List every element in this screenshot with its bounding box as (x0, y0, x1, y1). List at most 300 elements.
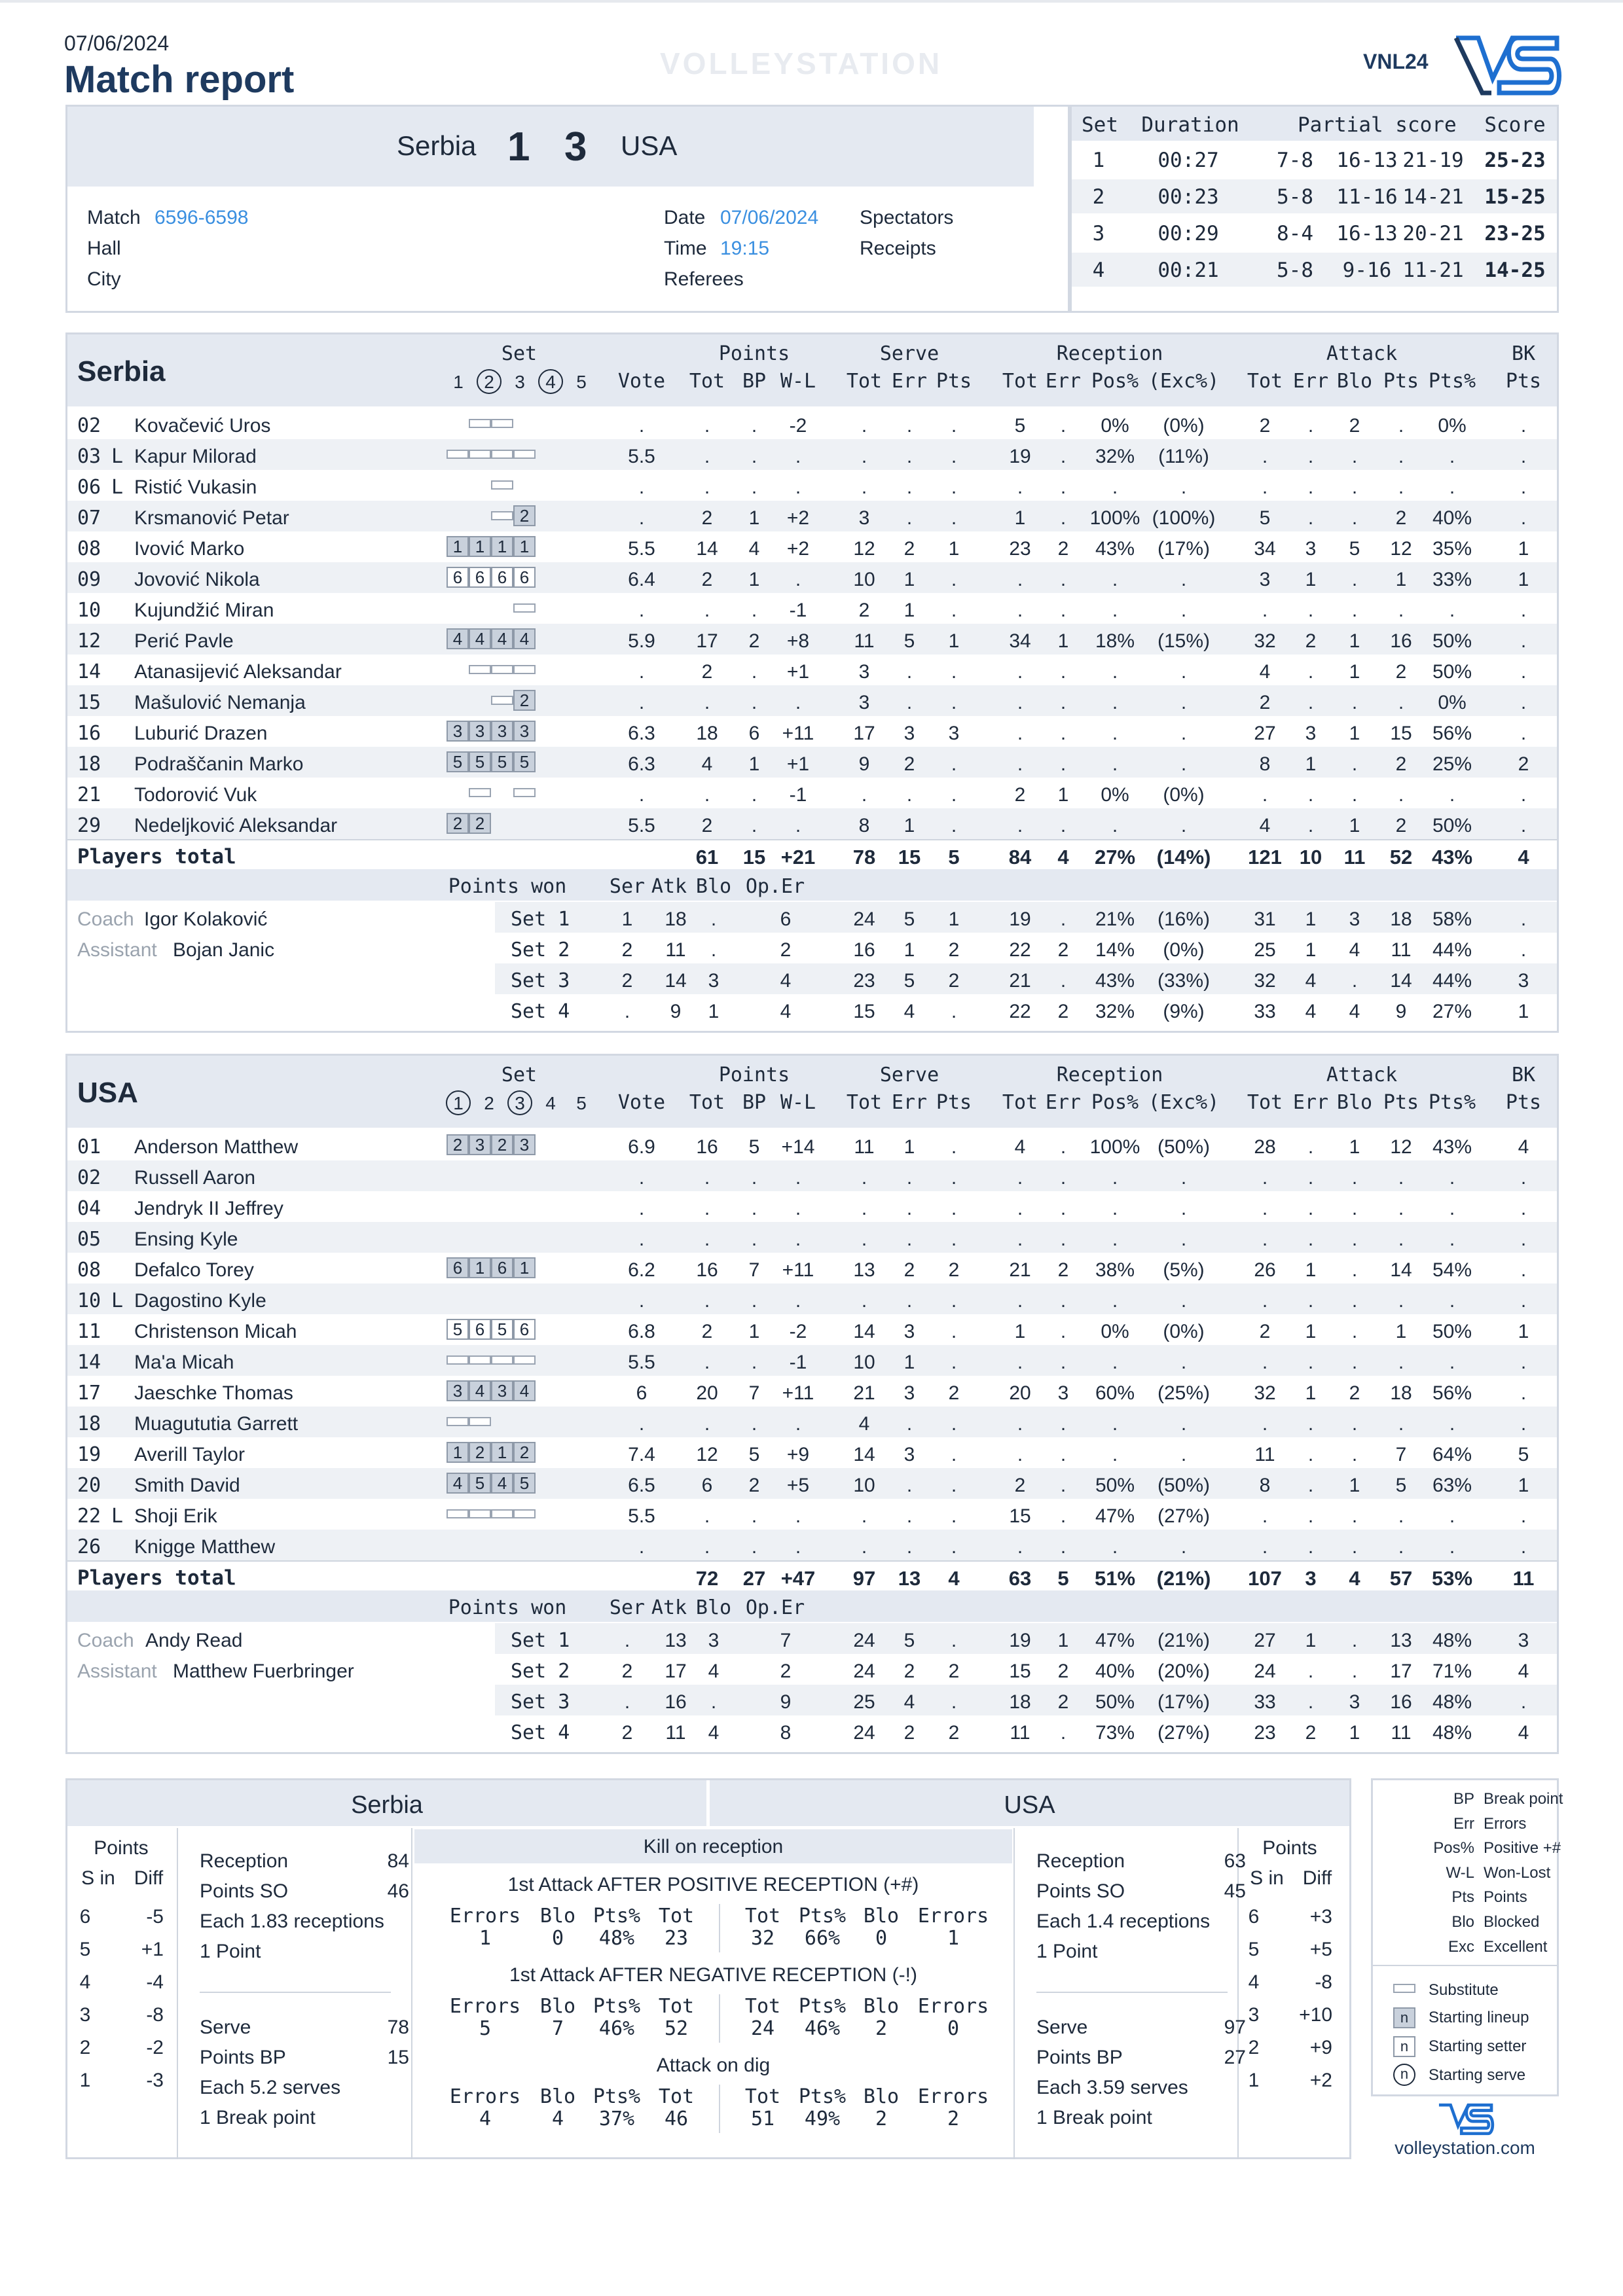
spectators-label: Spectators (860, 207, 954, 228)
starting-position-marker: 1 (513, 1257, 536, 1278)
away-sets-won: 3 (564, 124, 587, 170)
starting-position-marker: 1 (447, 536, 469, 557)
player-stat: . (1180, 1413, 1187, 1435)
player-stat: . (1112, 1536, 1118, 1558)
stat-col-header: Tot (846, 370, 883, 393)
set-label: Set 2 (511, 1660, 570, 1683)
player-stat: 20 (696, 1382, 718, 1404)
player-stat: . (1520, 1167, 1527, 1189)
set-points-won: 13 (665, 1630, 687, 1651)
player-stat: 10 (853, 569, 875, 590)
set-label: Set 3 (511, 1691, 570, 1713)
stat-col-header: Err (1292, 370, 1329, 393)
player-stat: . (951, 1229, 957, 1250)
player-stat: . (704, 1536, 710, 1558)
set-points-won: . (710, 1691, 717, 1713)
player-stat: 2 (1518, 753, 1529, 775)
player-stat: 19 (1009, 446, 1031, 467)
player-stat: . (1520, 1382, 1527, 1404)
set-stat: (9%) (1163, 1001, 1205, 1022)
set-stat: 5 (903, 1630, 915, 1651)
player-stat: . (1060, 1505, 1067, 1527)
player-stat: 18 (1390, 1382, 1412, 1404)
team-total: (21%) (1156, 1567, 1211, 1590)
player-stat: 8 (1259, 1475, 1271, 1496)
set-stat: 11 (1391, 939, 1412, 961)
player-stat: . (1060, 1475, 1067, 1496)
team-total: 11 (1512, 1567, 1535, 1590)
player-stat: . (1017, 1290, 1023, 1312)
player-stat: . (906, 661, 913, 683)
starting-position-marker: 4 (513, 628, 536, 649)
summary-stat-label: Points BP (200, 2047, 286, 2068)
player-name: Podraščanin Marko (134, 753, 304, 775)
player-stat: . (704, 1167, 710, 1189)
set-stat: . (1520, 939, 1527, 961)
player-stat: 50% (1095, 1475, 1135, 1496)
set-points-won: . (710, 908, 717, 930)
site-url[interactable]: volleystation.com (1395, 2138, 1535, 2158)
player-stat: . (1180, 692, 1187, 713)
starting-position-marker: 3 (513, 721, 536, 742)
set-stat: 14% (1095, 939, 1135, 961)
libero-marker: L (111, 476, 124, 499)
player-stat: +1 (786, 753, 810, 775)
player-stat: . (1112, 753, 1118, 775)
player-stat: 32% (1095, 446, 1135, 467)
set-stat: 44% (1432, 939, 1472, 961)
player-number: 08 (77, 537, 101, 560)
attack-block-title: Attack on dig (656, 2054, 771, 2076)
player-stat: . (1262, 1290, 1268, 1312)
stat-col-header: Tot (846, 1091, 883, 1114)
starting-position-marker: 6 (513, 567, 536, 588)
set-stat: 3 (1518, 1630, 1529, 1651)
summary-stat-label: Serve (1036, 2017, 1088, 2038)
team-total: +47 (780, 1567, 816, 1590)
player-stat: 2 (1395, 753, 1407, 775)
attack-value: 0 (875, 1927, 888, 1950)
set-points-won: 17 (665, 1660, 687, 1682)
assistant-name: Matthew Fuerbringer (173, 1660, 354, 1682)
stat-col-header: (Exc%) (1148, 370, 1220, 393)
player-stat: +8 (786, 630, 810, 652)
player-stat: . (951, 1505, 957, 1527)
player-stat: . (951, 1352, 957, 1373)
attack-col-header: Blo (863, 2085, 900, 2108)
set-stat: 4 (903, 1001, 915, 1022)
set-stat: . (1520, 1691, 1527, 1713)
player-stat: 35% (1432, 538, 1472, 560)
set-points-won: 3 (708, 1630, 720, 1651)
substitute-marker (447, 1417, 469, 1426)
player-stat: +11 (782, 1259, 814, 1281)
set-stat: 24 (853, 908, 875, 930)
player-stat: . (1351, 446, 1358, 467)
starting-position-marker: 6 (491, 1257, 513, 1278)
substitute-marker (469, 1509, 491, 1518)
stat-col-header: Pts (1505, 1091, 1542, 1114)
player-stat: . (704, 1352, 710, 1373)
starting-position-marker: 6 (469, 1319, 491, 1340)
player-stat: . (1351, 1321, 1358, 1342)
player-stat: . (1398, 692, 1404, 713)
player-vote: 5.5 (628, 1505, 655, 1527)
player-stat: . (1449, 1198, 1455, 1219)
player-stat: . (1449, 476, 1455, 498)
substitute-marker (447, 1509, 469, 1518)
team-name: Serbia (77, 355, 166, 387)
player-stat: 2 (948, 1382, 960, 1404)
player-number: 02 (77, 1166, 101, 1189)
summary-home-name: Serbia (351, 1791, 423, 1819)
player-stat: 8 (858, 815, 870, 836)
attack-col-header: Tot (744, 1905, 781, 1928)
player-stat: 1 (1305, 1321, 1317, 1342)
player-stat: . (951, 1536, 957, 1558)
starting-position-marker: 2 (447, 1134, 469, 1155)
player-stat: . (1520, 476, 1527, 498)
player-number: 04 (77, 1197, 101, 1220)
set-stat: 2 (903, 1660, 915, 1682)
player-stat: . (1017, 569, 1023, 590)
legend-symbol-label: Starting setter (1429, 2037, 1527, 2055)
sets-table-cell: 4 (1092, 259, 1105, 282)
player-stat: . (1351, 569, 1358, 590)
starting-position-marker: 6 (447, 1257, 469, 1278)
summary-each-text: Each 1.83 receptions (200, 1910, 384, 1932)
player-stat: (100%) (1152, 507, 1216, 529)
player-stat: . (1307, 1444, 1314, 1465)
referees-label: Referees (664, 268, 744, 290)
stat-col-header: W-L (780, 370, 816, 393)
player-stat: 1 (748, 507, 760, 529)
player-stat: 26 (1254, 1259, 1276, 1281)
attack-value: 48% (598, 1927, 635, 1950)
set-stat: 5 (903, 970, 915, 992)
player-stat: . (1112, 476, 1118, 498)
player-stat: . (704, 1413, 710, 1435)
sets-table-cell: 11-16 (1336, 185, 1398, 209)
set-stat: 27% (1432, 1001, 1472, 1022)
match-number: 6596-6598 (155, 207, 249, 228)
rotation-number: 3 (1248, 2004, 1260, 2026)
substitute-marker (469, 788, 491, 797)
player-stat: 14 (696, 538, 718, 560)
player-name: Jovović Nikola (134, 569, 260, 590)
player-stat: 5 (1349, 538, 1360, 560)
player-stat: . (906, 446, 913, 467)
player-stat: 2 (1014, 784, 1026, 806)
player-stat: . (1520, 446, 1527, 467)
player-stat: (0%) (1163, 1321, 1205, 1342)
set-stat: (20%) (1157, 1660, 1211, 1682)
player-vote: . (638, 692, 645, 713)
player-stat: 2 (1259, 415, 1271, 437)
attack-col-header: Blo (539, 1995, 576, 2018)
player-stat: . (1017, 476, 1023, 498)
player-stat: 3 (903, 1321, 915, 1342)
set-points-won: 7 (780, 1630, 792, 1651)
player-stat: . (1351, 753, 1358, 775)
attack-value: 0 (551, 1927, 564, 1950)
player-name: Kapur Milorad (134, 446, 257, 467)
team-total: 53% (1431, 1567, 1473, 1590)
set-stat: 32% (1095, 1001, 1135, 1022)
player-stat: 2 (1395, 815, 1407, 836)
rotation-number: 6 (79, 1906, 91, 1928)
player-stat: . (1060, 661, 1067, 683)
score-bar (67, 107, 1034, 187)
set-stat: (33%) (1157, 970, 1211, 992)
player-number: 20 (77, 1474, 101, 1497)
player-vote: 6.2 (628, 1259, 655, 1281)
player-stat: 14 (1390, 1259, 1412, 1281)
set-stat: 2 (1305, 1722, 1317, 1744)
substitute-marker (513, 1509, 536, 1518)
player-stat: 7 (748, 1259, 760, 1281)
player-number: 02 (77, 414, 101, 437)
set-points-won: . (710, 939, 717, 961)
player-stat: . (906, 1290, 913, 1312)
bk-header: BK (1511, 342, 1536, 365)
team-total: 15 (742, 846, 766, 869)
bk-header: BK (1511, 1064, 1536, 1086)
player-stat: . (1180, 1352, 1187, 1373)
set-number: 1 (453, 1093, 464, 1113)
sets-table-cell: 23-25 (1484, 222, 1546, 245)
set-stat: 9 (1395, 1001, 1407, 1022)
player-stat: . (704, 600, 710, 621)
player-number: 08 (77, 1259, 101, 1282)
set-stat: . (951, 1630, 957, 1651)
player-stat: . (906, 1167, 913, 1189)
player-name: Knigge Matthew (134, 1536, 276, 1558)
player-name: Ristić Vukasin (134, 476, 257, 498)
player-vote: 6.8 (628, 1321, 655, 1342)
player-stat: 1 (1305, 1259, 1317, 1281)
player-stat: . (1351, 1198, 1358, 1219)
assistant-label: Assistant (77, 939, 157, 961)
starting-position-marker: 3 (491, 721, 513, 742)
set-stat: 32 (1254, 970, 1276, 992)
player-stat: 56% (1432, 723, 1472, 744)
set-stat: . (1351, 970, 1358, 992)
set-stat: 2 (1057, 1691, 1069, 1713)
player-stat: . (1520, 600, 1527, 621)
player-stat: 10 (853, 1475, 875, 1496)
player-stat: . (861, 1229, 867, 1250)
player-stat: 40% (1432, 507, 1472, 529)
set-number: 4 (545, 372, 556, 392)
player-stat: 32 (1254, 630, 1276, 652)
legend-substitute-icon (1393, 1984, 1415, 1993)
stat-col-header: Pts (936, 370, 972, 393)
player-stat: 2 (1395, 507, 1407, 529)
set-stat: . (1351, 1660, 1358, 1682)
starting-position-marker: 1 (469, 1257, 491, 1278)
team-total: 4 (948, 1567, 960, 1590)
set-stat: 3 (1518, 970, 1529, 992)
rotation-number: 5 (79, 1939, 91, 1960)
player-stat: . (1180, 1167, 1187, 1189)
summary-each-text: Each 5.2 serves (200, 2077, 341, 2098)
attack-block-divider (719, 1904, 720, 1952)
player-stat: . (1060, 753, 1067, 775)
attack-value: 51 (750, 2108, 775, 2130)
set-stat: 1 (1305, 908, 1317, 930)
date-label: Date (664, 207, 706, 228)
set-points-won: 8 (780, 1722, 792, 1744)
player-stat: . (795, 569, 801, 590)
starting-position-marker: 2 (469, 1442, 491, 1463)
rotation-diff: -4 (146, 1971, 164, 1993)
player-stat: +11 (782, 1382, 814, 1404)
player-number: 22 (77, 1505, 101, 1528)
player-number: 26 (77, 1535, 101, 1558)
attack-col-header: Errors (917, 1995, 989, 2018)
player-stat: 3 (903, 1444, 915, 1465)
set-stat: 18 (1009, 1691, 1031, 1713)
player-stat: 56% (1432, 1382, 1472, 1404)
legend-starting-serve-icon: n (1393, 2064, 1415, 2086)
player-stat: 12 (1390, 538, 1412, 560)
set-stat: 48% (1432, 1691, 1472, 1713)
set-stat: 13 (1390, 1630, 1412, 1651)
set-stat: 48% (1432, 1630, 1472, 1651)
player-stat: . (1180, 815, 1187, 836)
set-header: Set (501, 1064, 538, 1086)
attack-value: 7 (551, 2017, 564, 2040)
set-stat: 1 (948, 908, 960, 930)
player-stat: . (1520, 507, 1527, 529)
player-name: Anderson Matthew (134, 1136, 299, 1158)
player-stat: 1 (748, 569, 760, 590)
starting-position-marker: 3 (491, 1380, 513, 1401)
starting-position-marker: 5 (491, 1319, 513, 1340)
coach-name: Andy Read (145, 1630, 243, 1651)
substitute-marker (469, 419, 491, 428)
set-stat: (27%) (1157, 1722, 1211, 1744)
player-stat: 43% (1432, 1136, 1472, 1158)
attack-block-title: 1st Attack AFTER POSITIVE RECEPTION (+#) (507, 1874, 919, 1895)
legend-abbr: Pts (1451, 1888, 1474, 1907)
substitute-marker (491, 665, 513, 674)
player-stat: . (1060, 476, 1067, 498)
player-stat: . (1060, 600, 1067, 621)
player-stat: . (1262, 1352, 1268, 1373)
substitute-marker (513, 665, 536, 674)
player-stat: . (704, 784, 710, 806)
player-stat: . (1307, 1229, 1314, 1250)
sets-table-cell: 11-21 (1402, 259, 1464, 282)
player-number: 29 (77, 814, 101, 837)
player-stat: . (951, 476, 957, 498)
player-name: Luburić Drazen (134, 723, 268, 744)
sets-table-cell: 00:23 (1158, 185, 1219, 209)
player-stat: 1 (1349, 1136, 1360, 1158)
sets-table-col-header: Set (1082, 113, 1118, 137)
set-number: 2 (484, 372, 494, 392)
summary-divider (1013, 1828, 1015, 2159)
rotation-diff: +1 (141, 1939, 164, 1960)
player-stat: . (751, 1290, 757, 1312)
player-stat: . (1060, 569, 1067, 590)
set-stat: 43% (1095, 970, 1135, 992)
player-number: 07 (77, 507, 101, 529)
set-label: Set 1 (511, 908, 570, 931)
player-stat: . (1262, 600, 1268, 621)
attack-col-header: Errors (917, 2085, 989, 2108)
serve-header: Serve (879, 342, 939, 365)
summary-stat-value: 45 (1224, 1880, 1246, 1902)
player-stat: 2 (1057, 1259, 1069, 1281)
player-stat: 2 (1014, 1475, 1026, 1496)
stat-col-header: Err (891, 1091, 928, 1114)
points-won-header: Blo (695, 1596, 732, 1619)
player-stat: . (751, 1229, 757, 1250)
player-stat: 2 (701, 507, 713, 529)
points-won-header: Points won (448, 1596, 567, 1619)
player-stat: 47% (1095, 1505, 1135, 1527)
player-stat: (17%) (1157, 538, 1211, 560)
player-stat: . (1449, 1290, 1455, 1312)
set-points-won: 2 (621, 939, 633, 961)
set-points-won: 16 (665, 1691, 687, 1713)
sets-table-cell: 16-13 (1336, 222, 1398, 245)
set-stat: 1 (1057, 1630, 1069, 1651)
player-stat: . (1112, 1352, 1118, 1373)
starting-position-marker: 4 (469, 628, 491, 649)
player-number: 03 (77, 445, 101, 468)
set-stat: 1 (1349, 1722, 1360, 1744)
player-stat: . (861, 1290, 867, 1312)
team-total: 27% (1094, 846, 1136, 869)
rotation-diff-label: Diff (1302, 1867, 1332, 1889)
summary-unit-text: 1 Break point (200, 2107, 316, 2128)
coach-label: Coach (77, 908, 134, 930)
player-stat: . (1307, 1536, 1314, 1558)
player-stat: 16 (696, 1136, 718, 1158)
set-points-won: 4 (780, 1001, 792, 1022)
stat-col-header: BP (742, 370, 767, 393)
player-stat: 2 (701, 815, 713, 836)
player-stat: (27%) (1157, 1505, 1211, 1527)
attack-block-divider (719, 1994, 720, 2043)
attack-value: 49% (804, 2108, 841, 2130)
player-name: Jendryk II Jeffrey (134, 1198, 283, 1219)
substitute-marker (513, 1355, 536, 1365)
set-points-won: 11 (665, 939, 686, 961)
player-stat: . (1449, 1167, 1455, 1189)
player-stat: 23 (1009, 538, 1031, 560)
set-points-won: 1 (621, 908, 633, 930)
player-stat: . (1112, 1444, 1118, 1465)
player-number: 16 (77, 722, 101, 745)
player-stat: (15%) (1157, 630, 1211, 652)
player-stat: 2 (1349, 415, 1360, 437)
player-stat: 1 (1518, 569, 1529, 590)
player-stat: . (1351, 1505, 1358, 1527)
receipts-label: Receipts (860, 238, 936, 259)
substitute-marker (491, 419, 513, 428)
set-stat: 2 (948, 1660, 960, 1682)
stat-col-header: Tot (1002, 370, 1038, 393)
libero-marker: L (111, 1505, 124, 1528)
player-stat: . (951, 1198, 957, 1219)
player-stat: . (1060, 1198, 1067, 1219)
player-vote: . (638, 476, 645, 498)
